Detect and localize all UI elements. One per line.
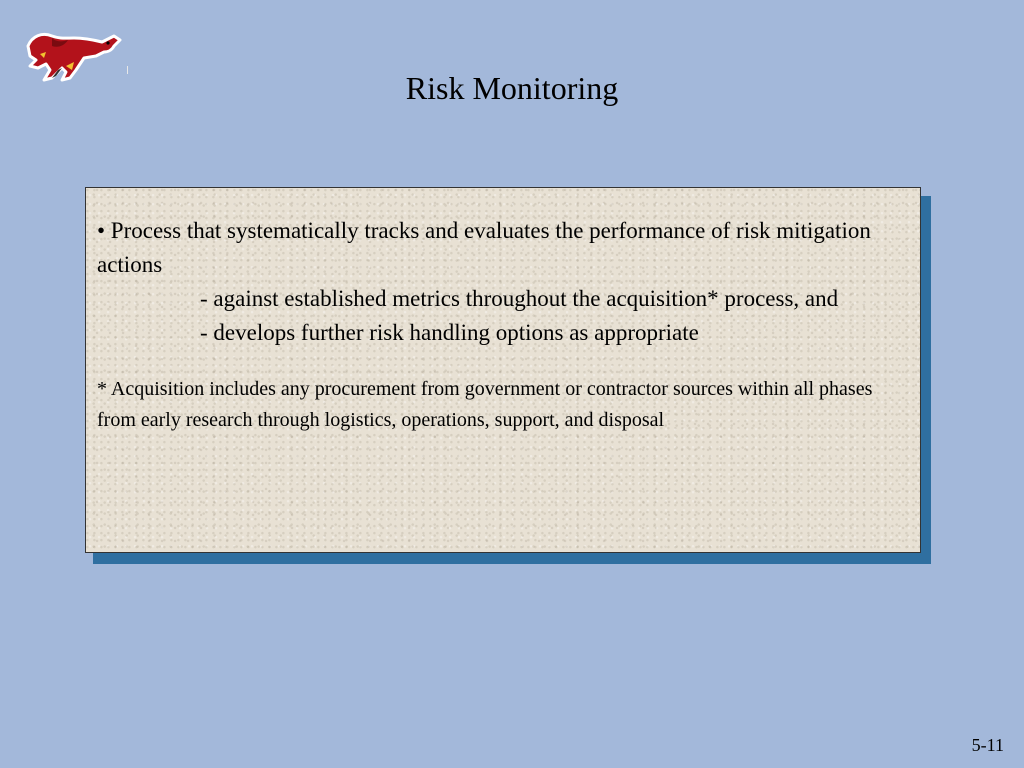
sub-item-options: - develops further risk handling options as appropriate: [200, 320, 699, 345]
page-number: 5-11: [971, 735, 1004, 755]
content-box: [85, 187, 921, 553]
sub-item-metrics: - against established metrics throughout the acquisition* process, and: [200, 286, 839, 311]
main-bullet: • Process that systematically tracks and evaluates the performance of risk mitigation actions: [97, 218, 871, 277]
acquisition-footnote: * Acquisition includes any procurement from government or contractor sources within all phases from early research through logistics, operations, support, and disposal: [97, 378, 873, 431]
content-text: [97, 214, 897, 436]
slide-title: Risk Monitoring: [405, 70, 619, 106]
